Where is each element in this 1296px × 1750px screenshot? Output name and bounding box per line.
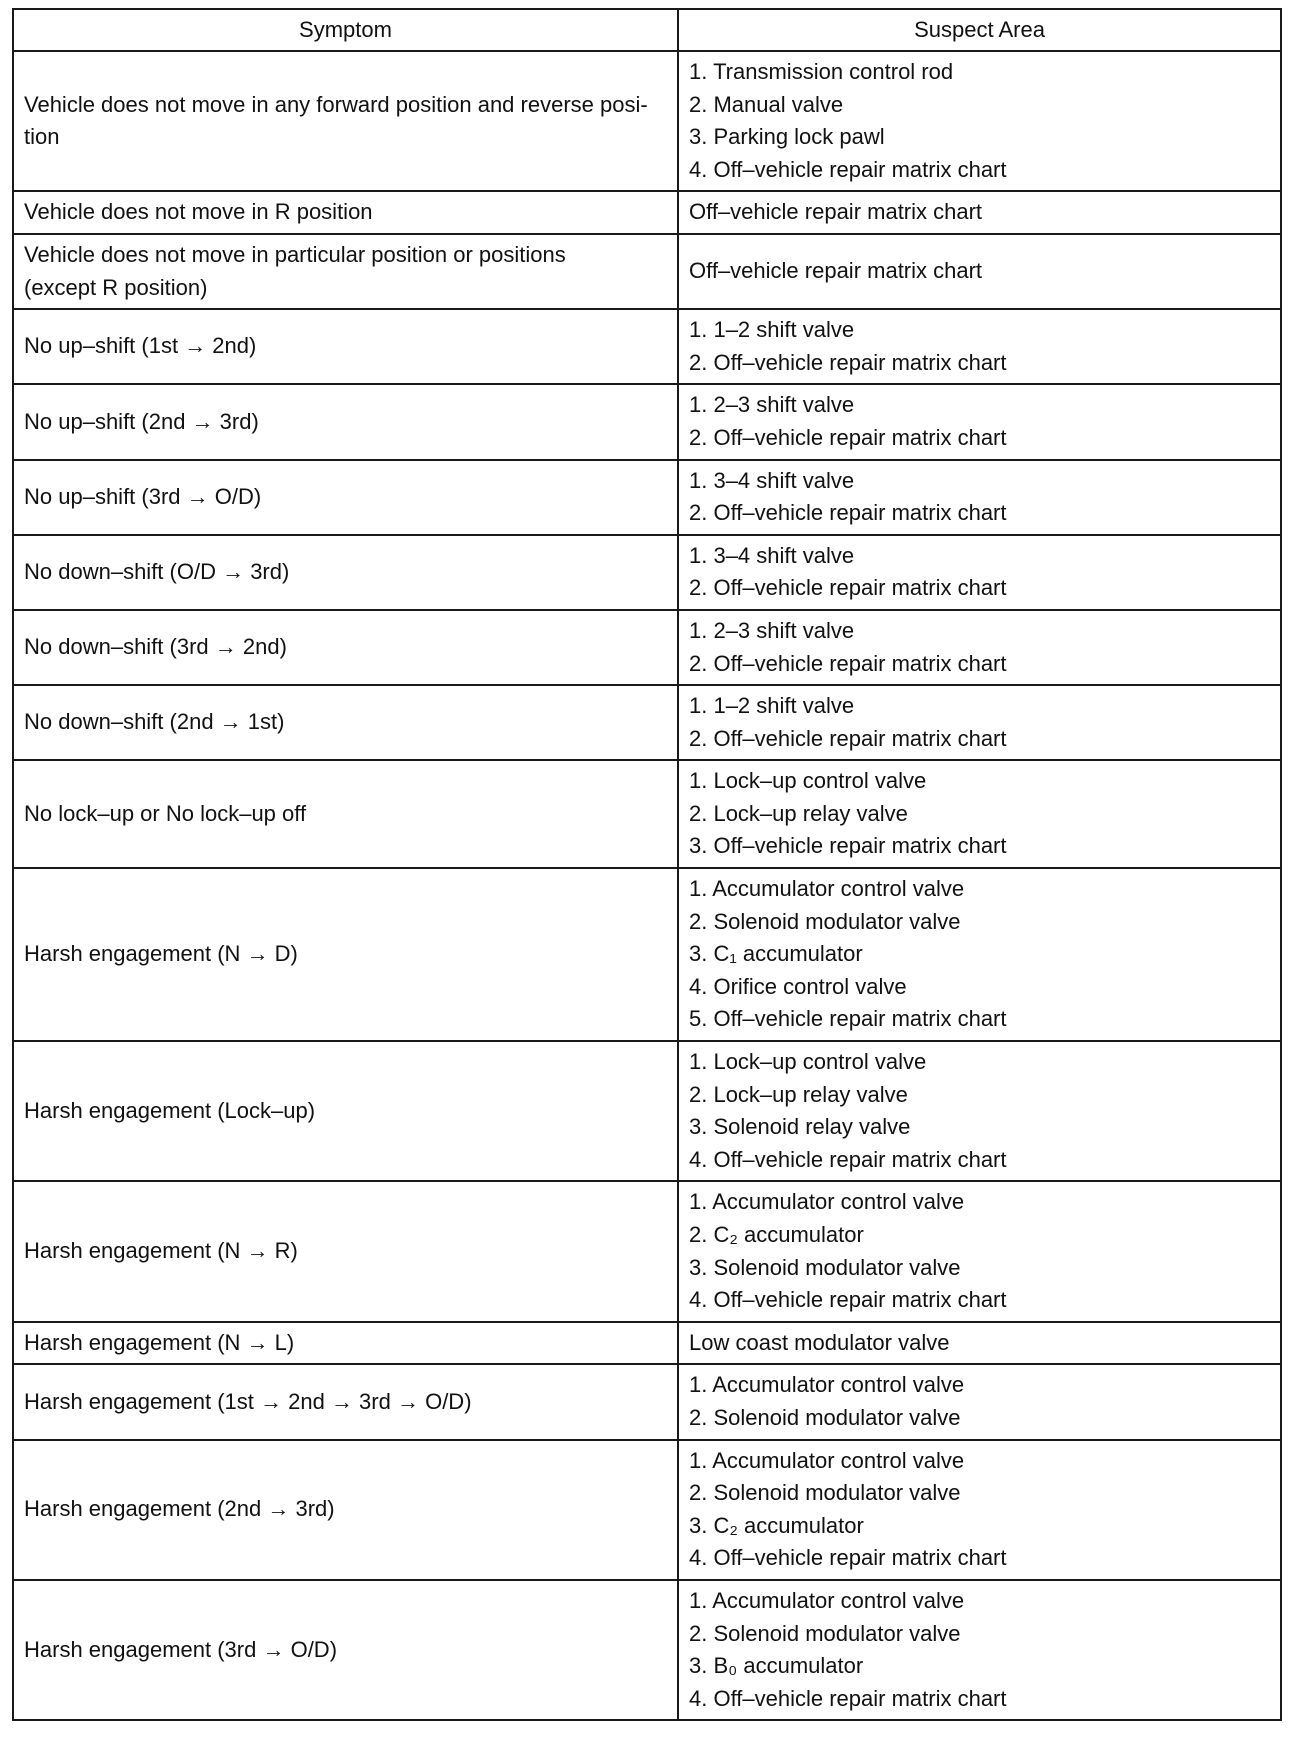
suspect-area-item: Off–vehicle repair matrix chart [689,258,983,284]
table-row [13,760,1281,868]
symptom-cell [13,535,678,610]
suspect-area-cell [678,309,1281,384]
symptom-cell [13,1580,678,1720]
suspect-area-item: 1. 1–2 shift valve [689,317,855,343]
symptom-text: Vehicle does not move in particular position or positions (except R position) [24,241,566,300]
table-body [13,51,1281,1720]
suspect-area-item: 2. Off–vehicle repair matrix chart [689,725,1007,751]
suspect-area-item: 2. Off–vehicle repair matrix chart [689,650,1007,676]
symptom-text: Harsh engagement (N → L) [24,1329,295,1355]
table-row [13,234,1281,309]
table-header-row [13,9,1281,51]
suspect-area-item: Off–vehicle repair matrix chart [689,199,983,225]
symptom-text: Harsh engagement (Lock–up) [24,1097,316,1123]
table-row [13,535,1281,610]
suspect-area-cell [678,384,1281,459]
table-row [13,309,1281,384]
suspect-area-item: 1. Lock–up control valve [689,768,927,794]
suspect-area-item: 1. Transmission control rod [689,59,954,84]
symptom-cell [13,1322,678,1365]
symptom-cell [13,234,678,309]
suspect-area-item: 1. 3–4 shift valve [689,542,855,568]
suspect-area-cell [678,191,1281,234]
suspect-area-cell [678,535,1281,610]
table-row [13,1580,1281,1720]
symptom-cell [13,1364,678,1439]
suspect-area-item: 3. Parking lock pawl [689,124,885,150]
suspect-area-item: 1. Accumulator control valve [689,1587,965,1613]
symptom-text: No down–shift (O/D → 3rd) [24,559,290,585]
symptom-cell [13,1440,678,1580]
symptom-text: Harsh engagement (2nd → 3rd) [24,1496,335,1522]
table-row [13,1322,1281,1365]
suspect-area-cell [678,51,1281,191]
table-row [13,1364,1281,1439]
suspect-area-cell [678,760,1281,868]
suspect-area-item: 1. Lock–up control valve [689,1049,927,1075]
symptom-cell [13,1181,678,1321]
symptom-text: No up–shift (2nd → 3rd) [24,408,259,434]
symptom-text: Harsh engagement (3rd → O/D) [24,1636,338,1662]
suspect-area-item: 4. Off–vehicle repair matrix chart [689,1685,1007,1711]
suspect-area-cell [678,1041,1281,1181]
suspect-area-item: 3. C₁ accumulator [689,941,863,967]
suspect-area-item: 2. Lock–up relay valve [689,800,908,826]
suspect-area-item: 2. Solenoid modulator valve [689,1404,961,1430]
suspect-area-item: 4. Off–vehicle repair matrix chart [689,1287,1007,1313]
suspect-area-item: 1. Accumulator control valve [689,876,965,902]
table-row [13,868,1281,1041]
suspect-area-cell [678,1580,1281,1720]
suspect-area-cell [678,610,1281,685]
symptom-text: No down–shift (2nd → 1st) [24,709,285,735]
suspect-area-item: 3. Solenoid relay valve [689,1114,911,1140]
suspect-area-item: 2. Solenoid modulator valve [689,1620,961,1646]
symptom-cell [13,384,678,459]
suspect-area-item: 3. B₀ accumulator [689,1653,864,1679]
troubleshooting-table [12,8,1282,1721]
symptom-cell [13,868,678,1041]
suspect-area-item: Low coast modulator valve [689,1329,950,1355]
symptom-text: Harsh engagement (1st → 2nd → 3rd → O/D) [24,1388,472,1414]
suspect-area-cell [678,1181,1281,1321]
symptom-cell [13,460,678,535]
symptom-text: No up–shift (3rd → O/D) [24,483,262,509]
symptom-cell [13,610,678,685]
suspect-area-item: 2. C₂ accumulator [689,1222,864,1247]
suspect-area-item: 4. Off–vehicle repair matrix chart [689,1146,1007,1172]
suspect-area-item: 1. 2–3 shift valve [689,617,855,643]
suspect-area-cell [678,234,1281,309]
suspect-area-item: 2. Off–vehicle repair matrix chart [689,349,1007,375]
symptom-cell [13,51,678,191]
table-row [13,51,1281,191]
table-row [13,460,1281,535]
suspect-area-cell [678,868,1281,1041]
suspect-area-item: 4. Off–vehicle repair matrix chart [689,1545,1007,1571]
table-row [13,1181,1281,1321]
suspect-area-item: 1. Accumulator control valve [689,1189,965,1215]
table-row [13,384,1281,459]
suspect-area-item: 1. 3–4 shift valve [689,467,855,493]
symptom-cell [13,309,678,384]
symptom-text: No down–shift (3rd → 2nd) [24,634,287,660]
suspect-area-cell [678,1440,1281,1580]
suspect-area-item: 3. Solenoid modulator valve [689,1254,961,1280]
symptom-text: Vehicle does not move in any forward position and reverse posi- tion [24,91,648,150]
table-row [13,685,1281,760]
symptom-cell [13,760,678,868]
symptom-cell [13,1041,678,1181]
suspect-area-item: 2. Solenoid modulator valve [689,908,961,934]
suspect-area-cell [678,460,1281,535]
suspect-area-item: 2. Solenoid modulator valve [689,1480,961,1506]
symptom-text: Harsh engagement (N → R) [24,1238,298,1264]
symptom-cell [13,191,678,234]
troubleshooting-table-container [12,8,1280,1721]
suspect-area-item: 4. Orifice control valve [689,973,907,999]
suspect-area-item: 4. Off–vehicle repair matrix chart [689,156,1007,182]
symptom-text: Harsh engagement (N → D) [24,941,298,967]
table-row [13,610,1281,685]
suspect-area-item: 2. Lock–up relay valve [689,1081,908,1107]
suspect-area-column-header: Suspect Area [678,9,1281,51]
suspect-area-item: 5. Off–vehicle repair matrix chart [689,1006,1007,1032]
table-row [13,1041,1281,1181]
suspect-area-item: 3. C₂ accumulator [689,1512,864,1538]
suspect-area-item: 2. Off–vehicle repair matrix chart [689,500,1007,526]
suspect-area-item: 1. 2–3 shift valve [689,392,855,418]
suspect-area-item: 1. Accumulator control valve [689,1372,965,1398]
symptom-column-header: Symptom [13,9,678,51]
suspect-area-cell [678,685,1281,760]
suspect-area-cell [678,1364,1281,1439]
suspect-area-cell [678,1322,1281,1365]
suspect-area-item: 2. Off–vehicle repair matrix chart [689,575,1007,601]
symptom-text: No up–shift (1st → 2nd) [24,333,257,359]
symptom-cell [13,685,678,760]
symptom-text: Vehicle does not move in R position [24,199,373,225]
suspect-area-item: 3. Off–vehicle repair matrix chart [689,833,1007,859]
suspect-area-item: 2. Off–vehicle repair matrix chart [689,424,1007,450]
symptom-text: No lock–up or No lock–up off [24,800,307,826]
suspect-area-item: 2. Manual valve [689,91,844,117]
table-row [13,191,1281,234]
suspect-area-item: 1. Accumulator control valve [689,1447,965,1473]
table-row [13,1440,1281,1580]
suspect-area-item: 1. 1–2 shift valve [689,693,855,719]
